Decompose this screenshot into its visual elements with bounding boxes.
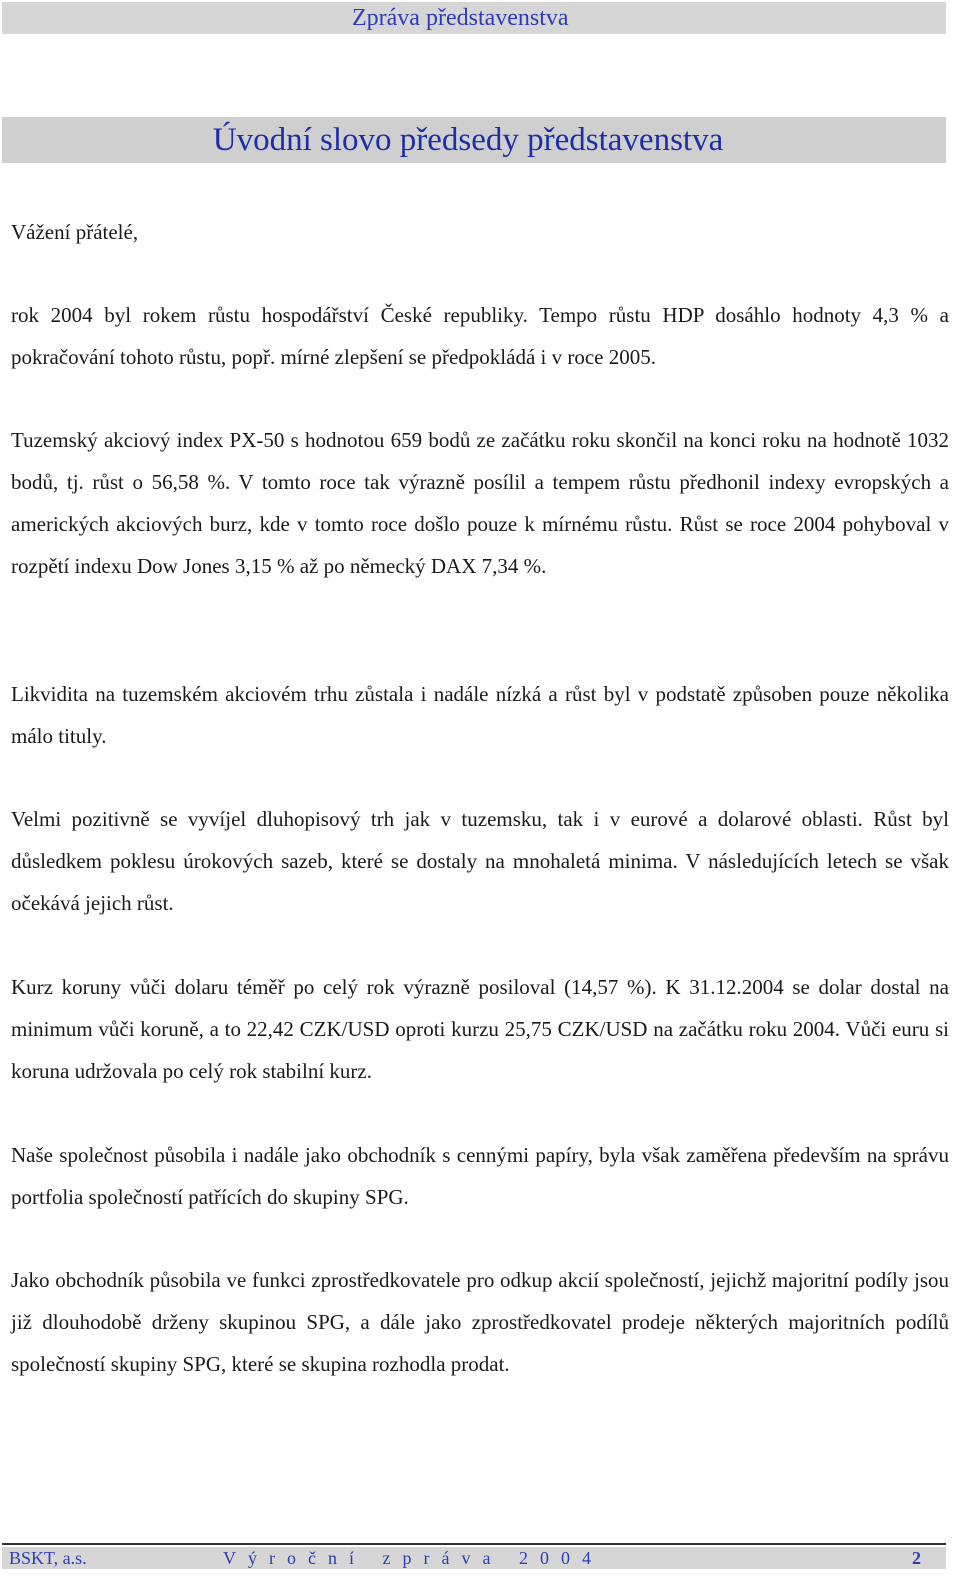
- paragraph-bonds: Velmi pozitivně se vyvíjel dluhopisový trh jak v tuzemsku, tak i v eurové a dolarové oblasti. Růst byl důsledkem poklesu úrokových sazeb, které se dostaly na mnohaletá minima. V následujících letech se však očekává jejich růst.: [11, 807, 949, 915]
- footer-report-title: Výroční zpráva 2004: [223, 1548, 603, 1568]
- paragraph-broker: Jako obchodník působila ve funkci zprostředkovatele pro odkup akcií společností, jejichž majoritní podíly jsou již dlouhodobě drženy skupinou SPG, a dále jako zprostředkovatel prodeje některých majoritních podílů společností skupiny SPG, které se skupina rozhodla prodat.: [11, 1268, 949, 1376]
- paragraph-px50: Tuzemský akciový index PX-50 s hodnotou 659 bodů ze začátku roku skončil na konci roku na hodnotě 1032 bodů, tj. růst o 56,58 %. V tomto roce tak výrazně posílil a tempem růstu předhonil indexy evropských a amerických akciových burz, kde v tomto roce došlo pouze k mírnému růstu. Růst se roce 2004 pohyboval v rozpětí indexu Dow Jones 3,15 % až po německý DAX 7,34 %.: [11, 428, 949, 578]
- running-header: Zpráva představenstva: [352, 5, 569, 31]
- paragraph-currency: Kurz koruny vůči dolaru téměř po celý rok výrazně posiloval (14,57 %). K 31.12.2004 se dolar dostal na minimum vůči koruně, a to 22,42 CZK/USD oproti kurzu 25,75 CZK/USD na začátku roku 2004. Vůči euru si koruna udržovala po celý rok stabilní kurz.: [11, 975, 949, 1083]
- salutation: Vážení přátelé,: [11, 220, 139, 244]
- page-number: 2: [912, 1548, 921, 1568]
- paragraph-liquidity: Likvidita na tuzemském akciovém trhu zůstala i nadále nízká a růst byl v podstatě způsoben pouze několika málo tituly.: [11, 682, 949, 748]
- paragraph-gdp: rok 2004 byl rokem růstu hospodářství České republiky. Tempo růstu HDP dosáhlo hodnoty 4,3 % a pokračování tohoto růstu, popř. mírné zlepšení se předpokládá i v roce 2005.: [11, 303, 949, 369]
- footer-company: BSKT, a.s.: [9, 1548, 87, 1568]
- paragraph-company: Naše společnost působila i nadále jako obchodník s cennými papíry, byla však zaměřena především na správu portfolia společností patřících do skupiny SPG.: [11, 1143, 949, 1209]
- page-title: Úvodní slovo předsedy představenstva: [212, 122, 724, 158]
- footer-rule: [2, 1543, 946, 1545]
